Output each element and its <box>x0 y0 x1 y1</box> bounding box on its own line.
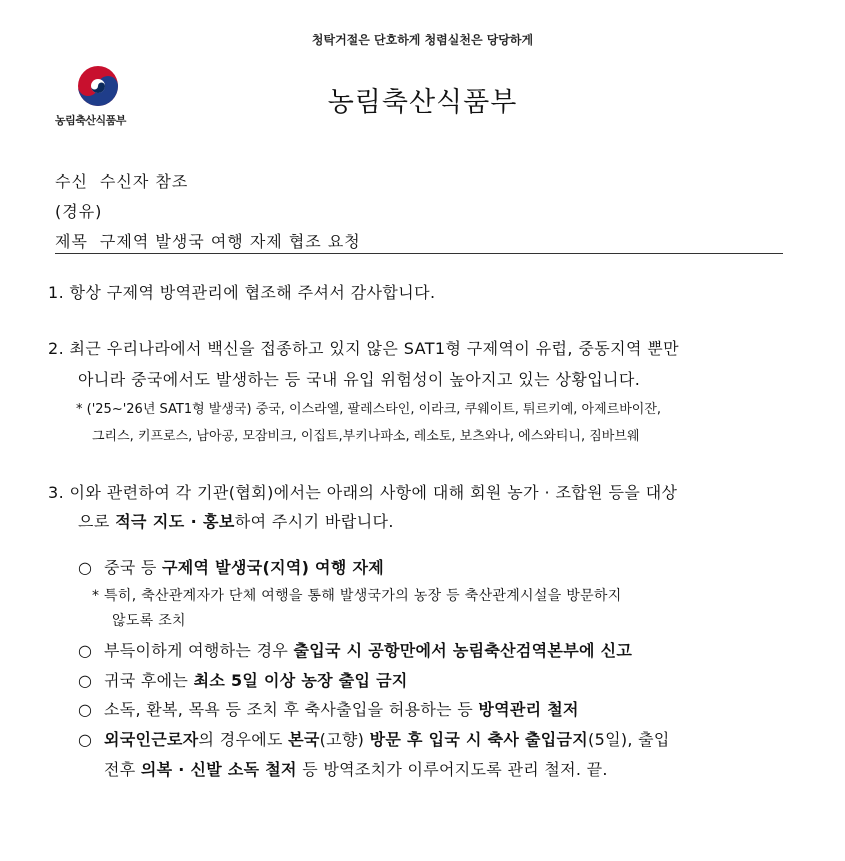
circle-bullet-icon: ○ <box>78 558 93 577</box>
item-2-pre: 부득이하게 여행하는 경우 <box>104 641 294 660</box>
item-5-mid-1: 의 경우에도 <box>198 730 289 749</box>
header-divider <box>55 253 783 254</box>
item-1-note-line-1: * 특히, 축산관계자가 단체 여행을 통해 발생국가의 농장 등 축산관계시설을 방문하지 <box>92 588 622 604</box>
logo-text: 농림축산식품부 <box>55 114 126 127</box>
list-item-4 <box>78 697 579 720</box>
item-1-bold: 구제역 발생국(지역) 여행 자제 <box>162 558 384 577</box>
item-4-bold: 방역관리 철저 <box>478 700 579 719</box>
item-5-line2-bold: 의복 · 신발 소독 철저 <box>140 760 297 779</box>
list-item-1 <box>78 555 384 578</box>
paragraph-3-line-1: 3. 이와 관련하여 각 기관(협회)에서는 아래의 사항에 대해 회원 농가 · 조합원 등을 대상 <box>48 483 678 502</box>
item-5-line2-pre: 전후 <box>104 760 141 779</box>
item-2-bold: 출입국 시 공항만에서 농림축산검역본부에 신고 <box>293 641 633 660</box>
item-3-pre: 귀국 후에는 <box>104 671 194 690</box>
list-item-3 <box>78 668 408 691</box>
item-3-bold: 최소 5일 이상 농장 출입 금지 <box>193 671 408 690</box>
item-4-pre: 소독, 환복, 목욕 등 조치 후 축사출입을 허용하는 등 <box>104 700 479 719</box>
list-item-5 <box>78 727 670 750</box>
subject-value: 구제역 발생국 여행 자제 협조 요청 <box>99 232 361 251</box>
item-5-bold-1: 외국인근로자 <box>104 730 199 749</box>
list-item-5-line-2 <box>104 757 608 780</box>
circle-bullet-icon: ○ <box>78 700 93 719</box>
paragraph-2-note-line-2: 그리스, 키프로스, 남아공, 모잠비크, 이집트,부키나파소, 레소토, 보츠와나, 에스와티니, 짐바브웨 <box>92 429 640 444</box>
item-5-post: (5일), 출입 <box>588 730 670 749</box>
circle-bullet-icon: ○ <box>78 671 93 690</box>
circle-bullet-icon: ○ <box>78 730 93 749</box>
recipient-label: 수신 <box>55 172 88 191</box>
subject-line <box>55 229 361 252</box>
recipient-value: 수신자 참조 <box>99 172 189 191</box>
paragraph-3-line-2 <box>78 509 394 532</box>
subject-label: 제목 <box>55 232 88 251</box>
recipient-line <box>55 169 188 192</box>
item-5-line2-post: 등 방역조치가 이루어지도록 관리 철저. 끝. <box>296 760 608 779</box>
item-1-pre: 중국 등 <box>104 558 163 577</box>
p3-bold: 적극 지도 · 홍보 <box>115 512 235 531</box>
circle-bullet-icon: ○ <box>78 641 93 660</box>
paragraph-2-line-1: 2. 최근 우리나라에서 백신을 접종하고 있지 않은 SAT1형 구제역이 유럽, 중동지역 뿐만 <box>48 339 679 358</box>
slogan: 청탁거절은 단호하게 청렴실천은 당당하게 <box>311 33 534 47</box>
paragraph-1: 1. 항상 구제역 방역관리에 협조해 주셔서 감사합니다. <box>48 283 436 302</box>
p3-pre: 으로 <box>78 512 116 531</box>
item-1-note-line-2: 않도록 조치 <box>112 613 186 629</box>
p3-post: 하여 주시기 바랍니다. <box>234 512 394 531</box>
paragraph-2-line-2: 아니라 중국에서도 발생하는 등 국내 유입 위험성이 높아지고 있는 상황입니다. <box>78 370 641 389</box>
item-5-mid-2: (고향) <box>319 730 370 749</box>
paragraph-2-note-line-1: * ('25~'26년 SAT1형 발생국) 중국, 이스라엘, 팔레스타인, 이라크, 쿠웨이트, 튀르키예, 아제르바이잔, <box>76 402 662 417</box>
item-5-bold-2: 본국 <box>288 730 320 749</box>
list-item-2 <box>78 638 632 661</box>
ministry-title: 농림축산식품부 <box>327 87 518 118</box>
via-line: (경유) <box>55 202 103 221</box>
item-5-bold-3: 방문 후 입국 시 축사 출입금지 <box>369 730 589 749</box>
